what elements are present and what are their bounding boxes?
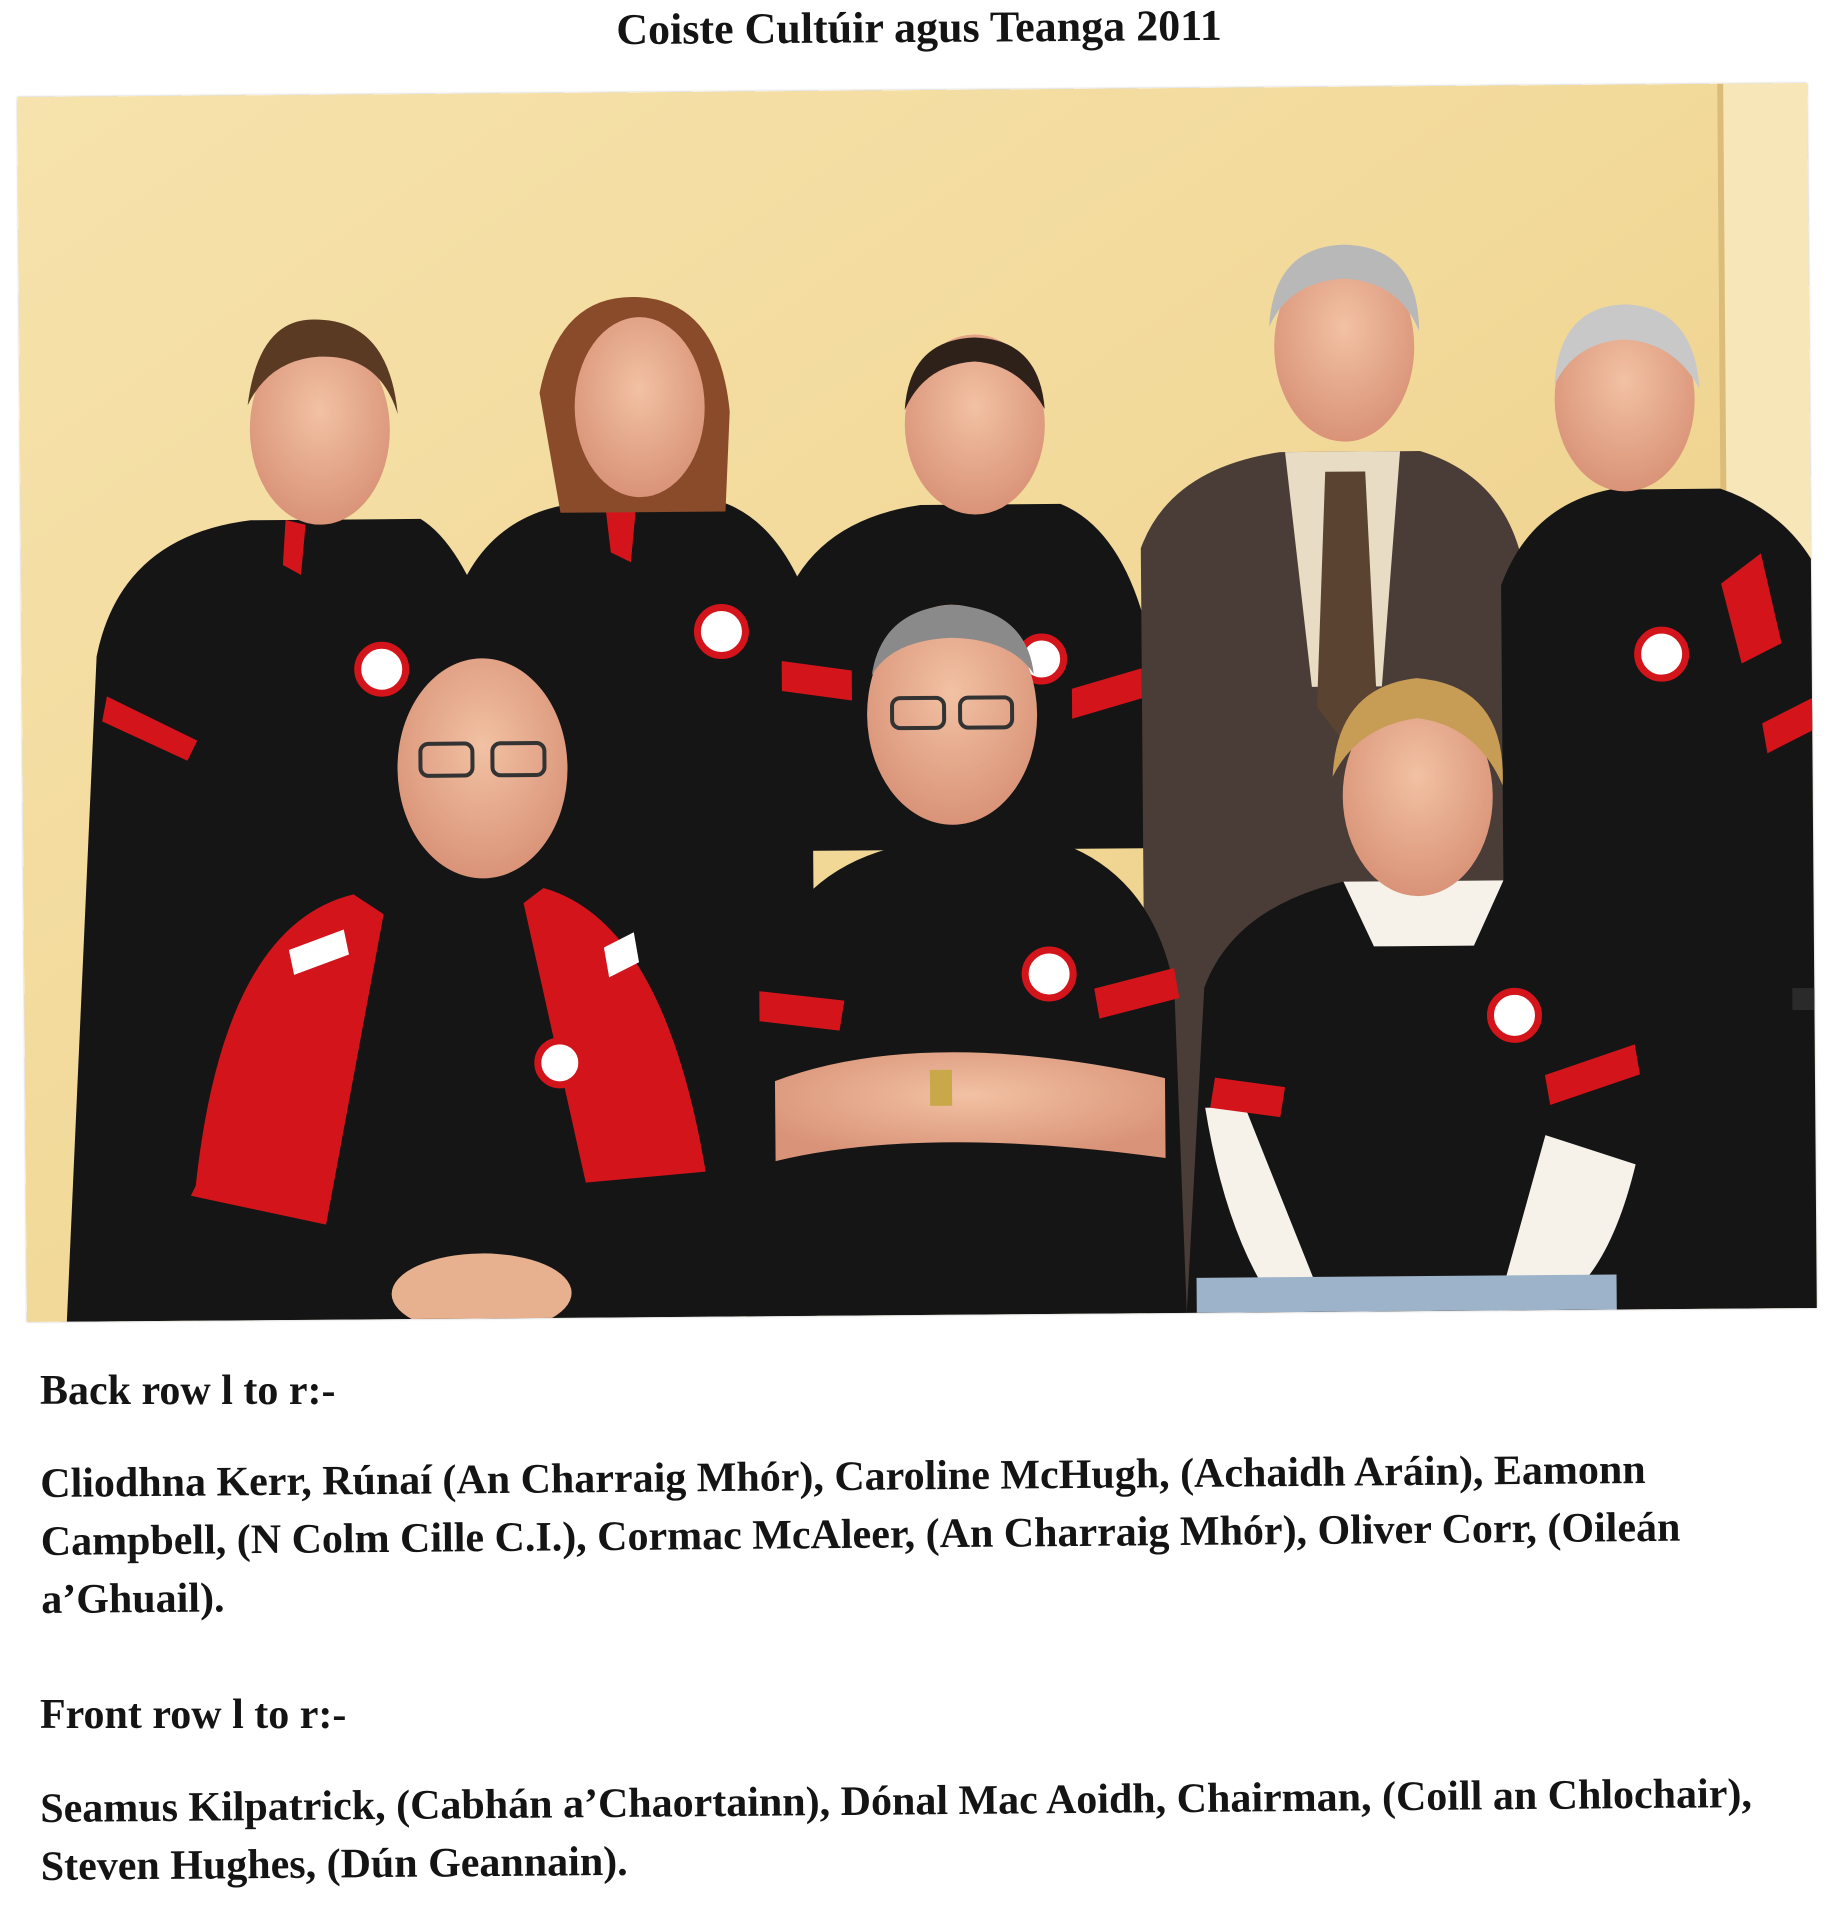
back-row-names: Cliodhna Kerr, Rúnaí (An Charraig Mhór), Caroline McHugh, (Achaidh Aráin), Eamonn Campbell, (N Colm Cille C.I.), Cormac McAleer, (An Charraig Mhór), Oliver Corr, (Oileán a’Ghuail).: [40, 1446, 1681, 1623]
group-photo: [17, 83, 1817, 1322]
back-row-heading: Back row l to r:-: [40, 1368, 336, 1414]
front-row-heading: Front row l to r:-: [40, 1692, 347, 1738]
page-title: Coiste Cultúir agus Teanga 2011: [616, 0, 1222, 55]
front-row-names: Seamus Kilpatrick, (Cabhán a’Chaortainn), Dónal Mac Aoidh, Chairman, (Coill an Chlochair), Steven Hughes, (Dún Geannain).: [40, 1771, 1753, 1890]
